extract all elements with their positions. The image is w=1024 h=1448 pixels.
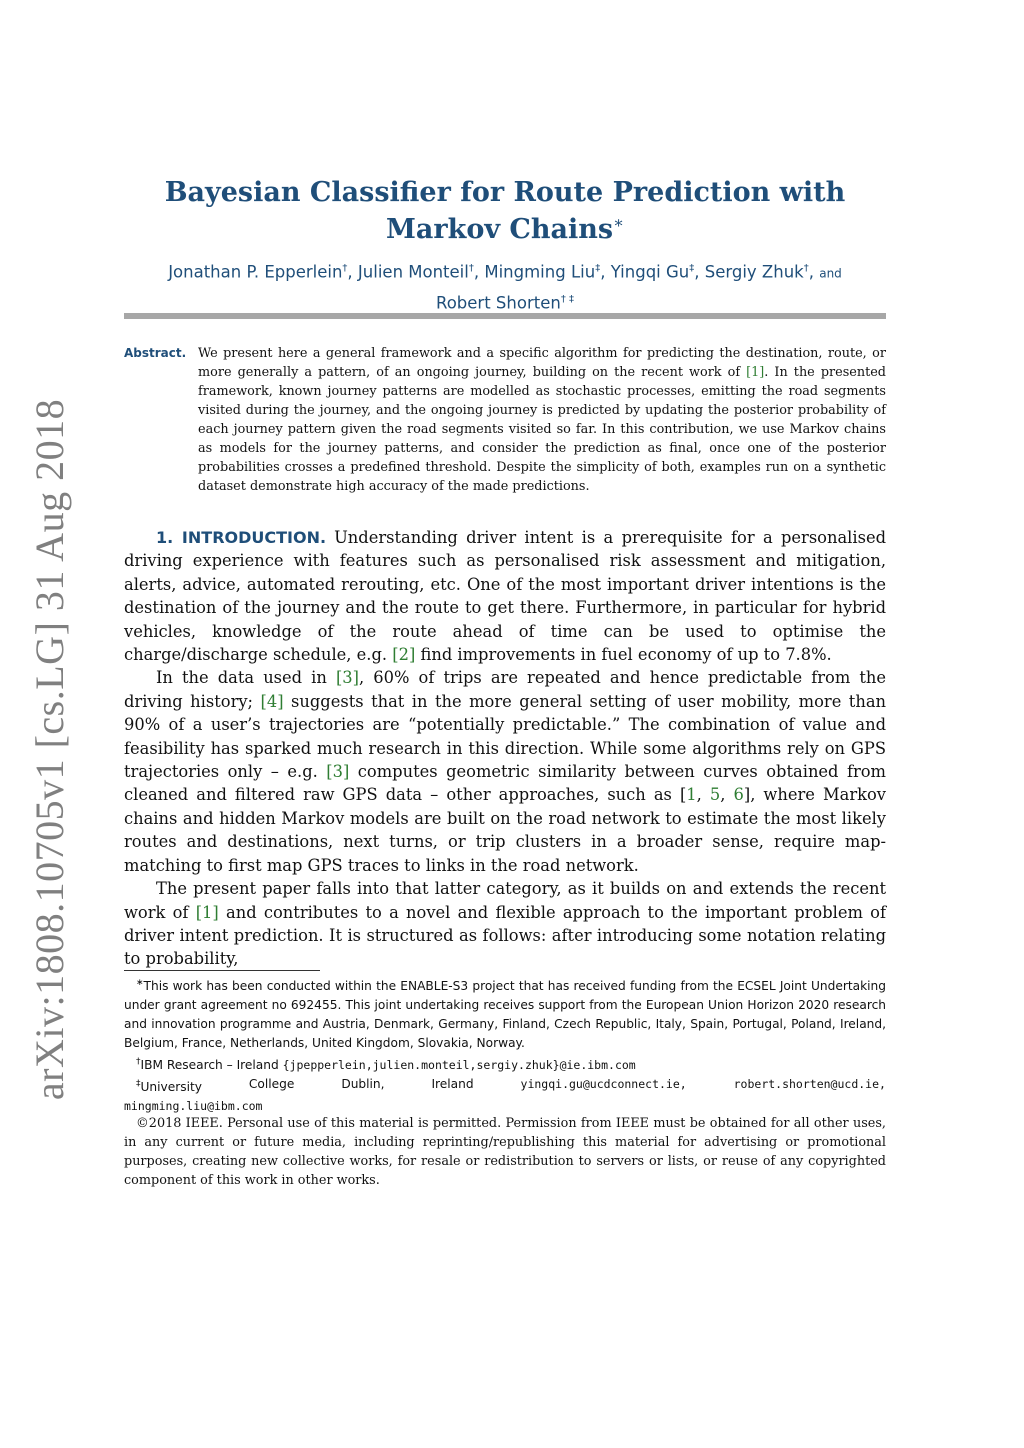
title-line-2: Markov Chains∗: [386, 213, 624, 245]
footnote-mark: ‡: [136, 1079, 141, 1090]
author-affiliation-mark: †: [468, 263, 474, 274]
paper-title: [124, 178, 886, 245]
email-address[interactable]: mingming.liu@ibm.com: [124, 1099, 263, 1114]
introduction-section: [124, 526, 886, 971]
author-affiliation-mark: ‡: [689, 263, 695, 274]
footnote-mark: ∗: [136, 978, 144, 988]
paragraph: In the data used in [3], 60% of trips are repeated and hence predictable from the driving history; [4] suggests that in the more general setting of user mobility, more than 90% of a user’s trajectories are “potentially predictable.” The combination of value and feasibility has sparked much research in this direction. While some algorithms rely on GPS trajectories only – e.g. [3] computes geometric similarity between curves obtained from cleaned and filtered raw GPS data – other approaches, such as [1, 5, 6], where Markov chains and hidden Markov models are built on the road network to estimate the most likely routes and destinations, next turns, or trip clusters in a broader sense, require map-matching to first map GPS traces to links in the road network.: [124, 668, 887, 875]
email-address[interactable]: {jpepperlein,julien.monteil,sergiy.zhuk}@ie.ibm.com: [282, 1058, 636, 1073]
email-address[interactable]: robert.shorten@ucd.ie,: [733, 1077, 886, 1092]
citation-link[interactable]: [1]: [195, 902, 219, 922]
paragraph: 1. INTRODUCTION. Understanding driver intent is a prerequisite for a personalised driving experience with features such as personalised risk assessment and mitigation, alerts, advice, automated rerouting, etc. One of the most important driver intentions is the destination of the journey and the route to get there. Furthermore, in particular for hybrid vehicles, knowledge of the route ahead of time can be used to optimise the charge/discharge schedule, e.g. [2] find improvements in fuel economy of up to 7.8%.: [124, 528, 886, 665]
abstract-text: We present here a general framework and a specific algorithm for predicting the destination, route, or more generally a pattern, of an ongoing journey, building on the recent work of [1]. In the presented framework, known journey patterns are modelled as stochastic processes, emitting the road segments visited during the journey, and the ongoing journey is predicted by updating the posterior probability of each journey pattern given the road segments visited so far. In this contribution, we use Markov chains as models for the journey patterns, and consider the prediction as final, once one of the posterior probabilities crosses a predefined threshold. Despite the simplicity of both, examples run on a synthetic dataset demonstrate high accuracy of the made predictions.: [198, 346, 887, 494]
footnote-divider: [124, 970, 320, 971]
citation-link[interactable]: [4]: [260, 691, 284, 711]
author-line-2: [124, 287, 886, 317]
title-line-1: Bayesian Classifier for Route Prediction with: [164, 177, 846, 208]
footnote-funding: ∗This work has been conducted within the ENABLE-S3 project that has received funding from the ECSEL Joint Undertaking under grant agreement no 692455. This joint undertaking receives support from the European Union Horizon 2020 research and innovation programme and Austria, Denmark, Germany, Finland, Czech Republic, Italy, Spain, Portugal, Poland, Ireland, Belgium, France, Netherlands, United Kingdom, Slovakia, Norway.: [124, 978, 886, 1051]
copyright-notice: [124, 1114, 886, 1190]
author-affiliation-mark: †: [803, 263, 809, 274]
author-name: Yingqi Gu: [610, 262, 690, 282]
citation-link[interactable]: [1]: [746, 365, 765, 380]
author-name: Jonathan P. Epperlein: [168, 262, 343, 282]
author-name: Julien Monteil: [357, 262, 469, 282]
author-name: Sergiy Zhuk: [704, 262, 804, 282]
citation-link[interactable]: 5: [709, 785, 721, 805]
author-list: [124, 256, 886, 316]
citation-link[interactable]: 1: [686, 785, 697, 805]
abstract-label: Abstract.: [124, 346, 187, 360]
title-footnote-mark: ∗: [613, 213, 624, 232]
arxiv-identifier-text: arXiv:1808.10705v1 [cs.LG] 31 Aug 2018: [27, 398, 73, 1100]
footnotes: [124, 974, 886, 1116]
copyright-text: ©2018 IEEE. Personal use of this material is permitted. Permission from IEEE must be obtained for all other uses, in any current or future media, including reprinting/republishing this material for advertising or promotional purposes, creating new collective works, for resale or redistribution to servers or lists, or reuse of any copyrighted component of this work in other works.: [124, 1116, 886, 1188]
author-and: and: [819, 266, 842, 281]
citation-link[interactable]: 6: [733, 785, 744, 805]
section-heading: 1. INTRODUCTION.: [156, 528, 327, 547]
author-name: Mingming Liu: [484, 262, 596, 282]
title-divider: [124, 313, 886, 319]
author-name: Robert Shorten: [435, 293, 561, 312]
author-affiliation-mark: † ‡: [560, 293, 575, 305]
citation-link[interactable]: [3]: [326, 762, 350, 782]
paragraph: The present paper falls into that latter category, as it builds on and extends the recent work of [1] and contributes to a novel and flexible approach to the important problem of driver intent prediction. It is structured as follows: after introducing some notation relating to probability,: [124, 879, 886, 969]
author-affiliation-mark: ‡: [595, 263, 601, 274]
author-affiliation-mark: †: [342, 263, 348, 274]
author-line-1: Jonathan P. Epperlein†, Julien Monteil†, Mingming Liu‡, Yingqi Gu‡, Sergiy Zhuk†, and: [168, 262, 842, 282]
abstract: [124, 344, 886, 496]
citation-link[interactable]: [3]: [335, 668, 360, 688]
footnote-ibm-affiliation: †IBM Research – Ireland {jpepperlein,julien.monteil,sergiy.zhuk}@ie.ibm.com: [136, 1057, 636, 1073]
email-address[interactable]: yingqi.gu@ucdconnect.ie,: [520, 1077, 687, 1092]
citation-link[interactable]: [2]: [392, 645, 416, 665]
arxiv-identifier: [18, 398, 82, 1100]
footnote-mark: †: [136, 1057, 141, 1068]
footnote-ucd-affiliation: ‡University College Dublin, Ireland yingqi.gu@ucdconnect.ie, robert.shorten@ucd.ie,: [124, 1075, 886, 1097]
